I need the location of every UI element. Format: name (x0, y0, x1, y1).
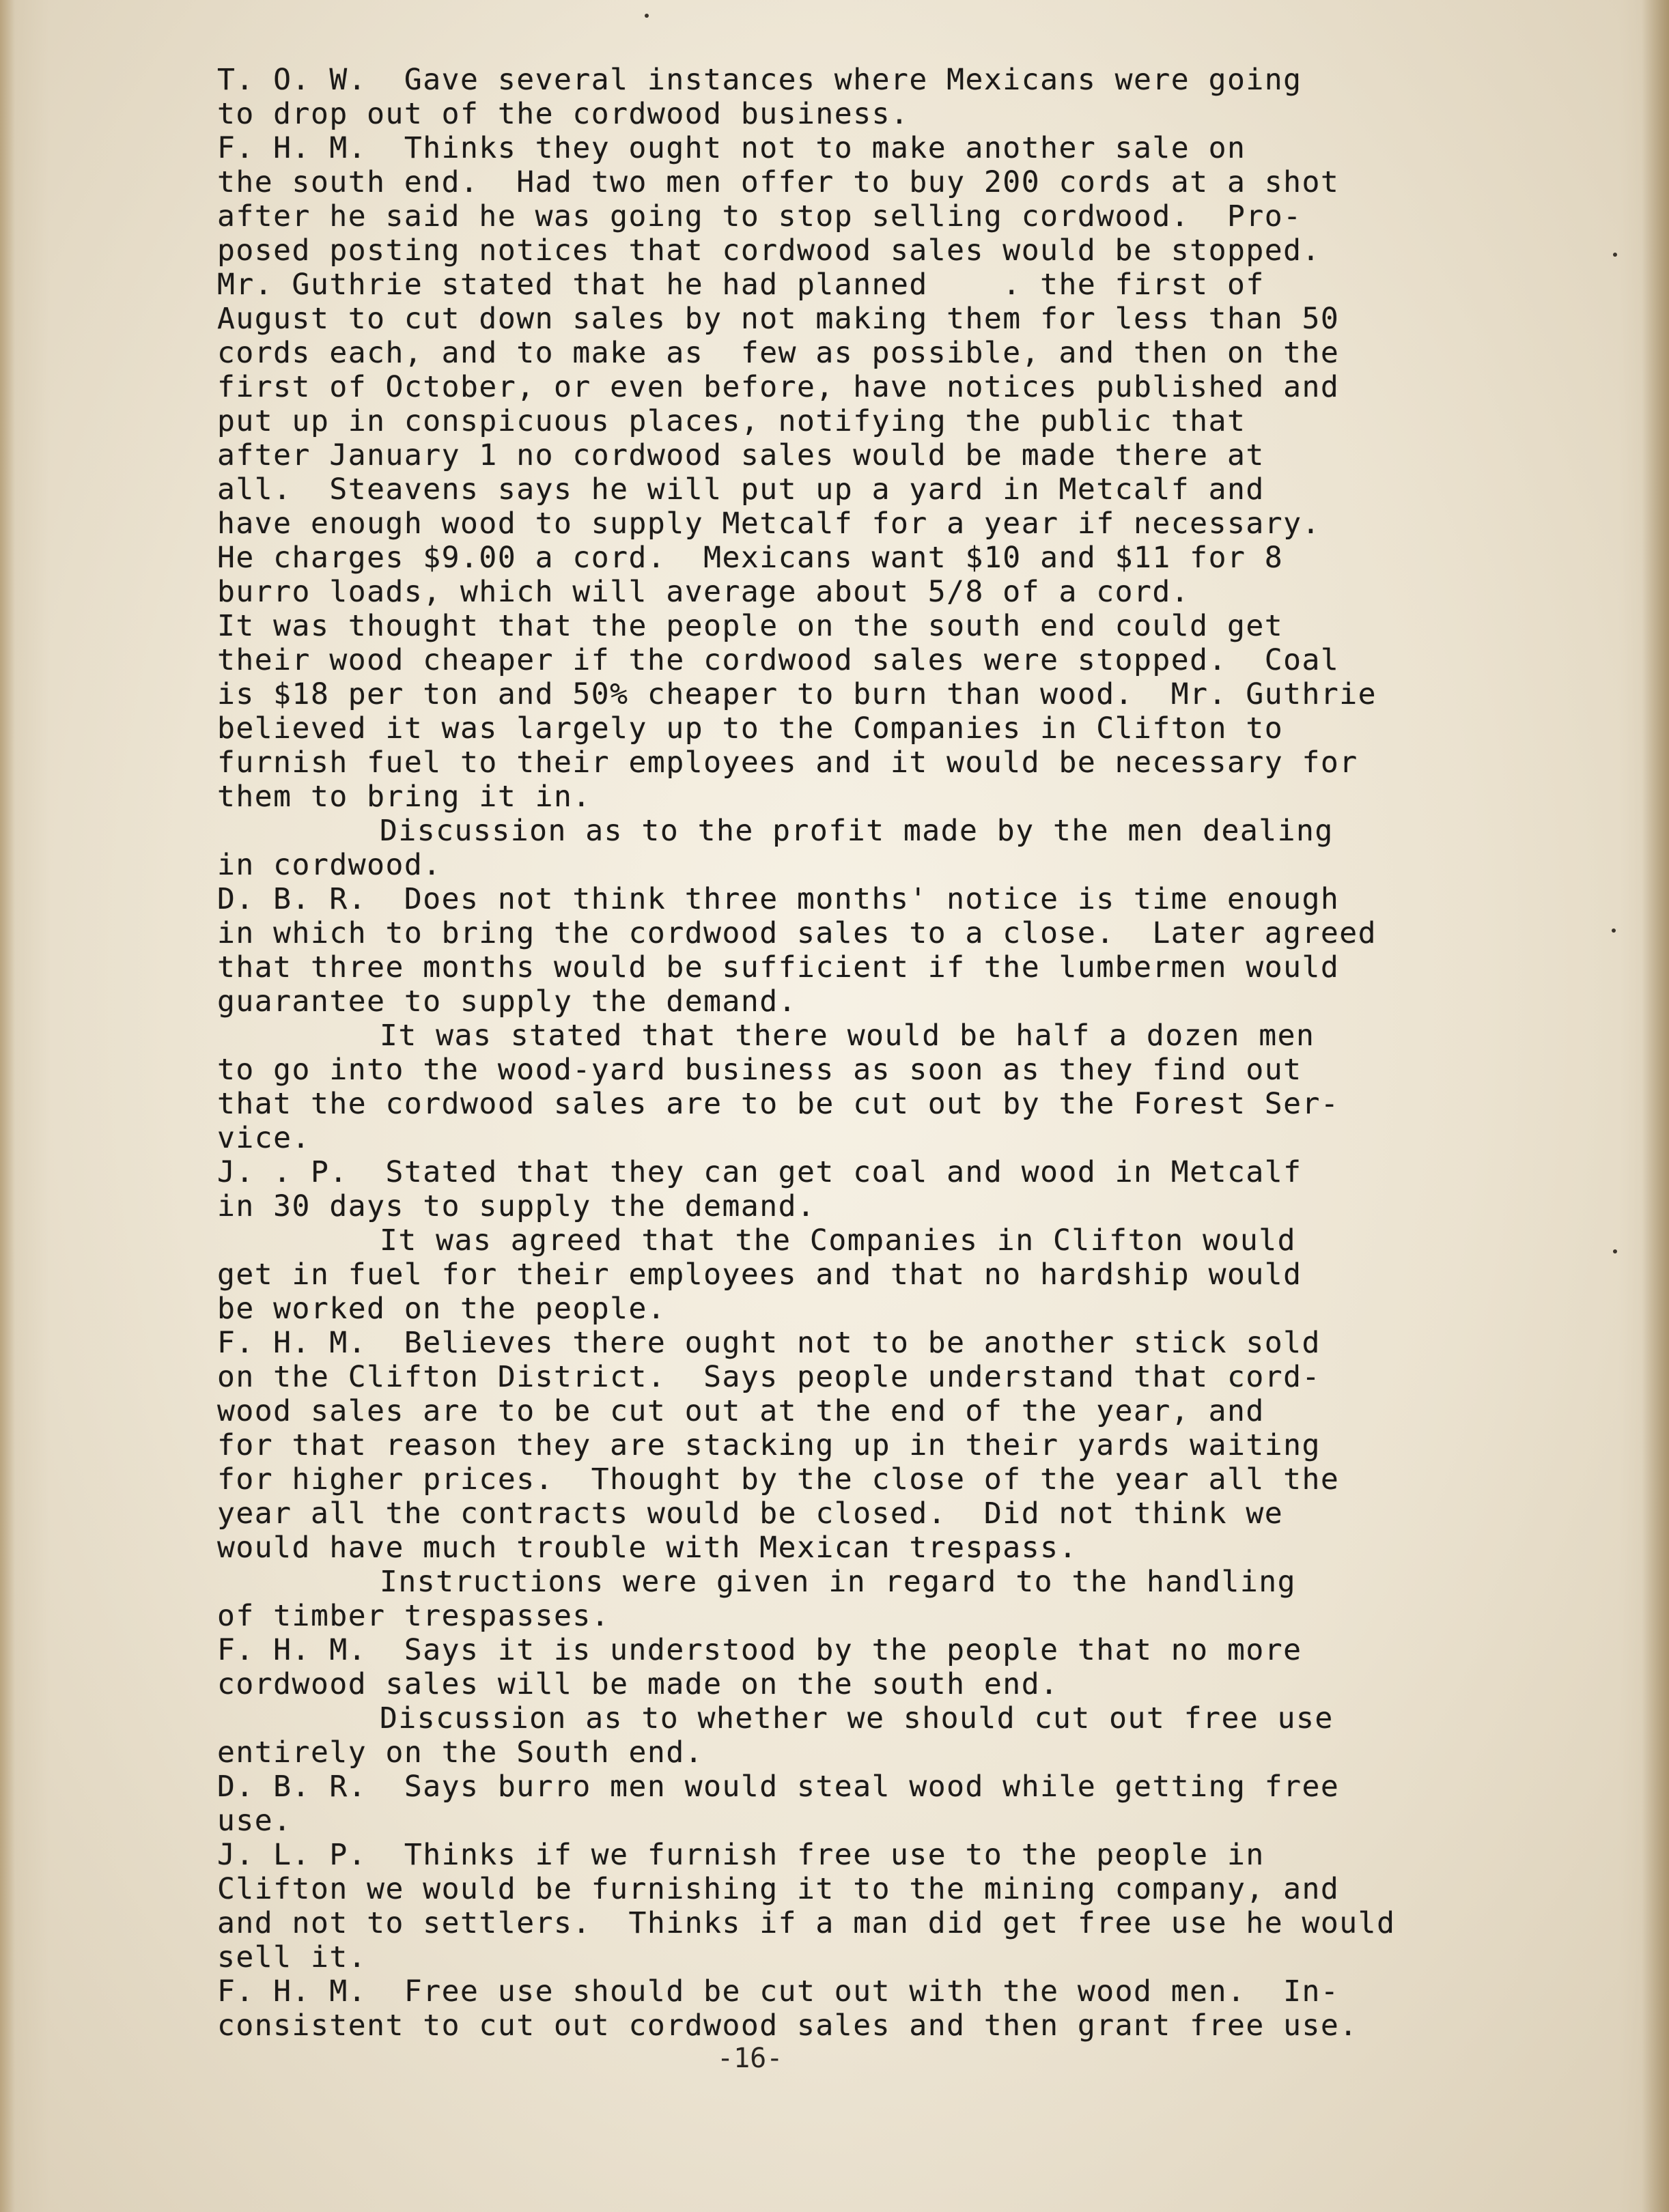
text-line: use. (217, 1804, 292, 1838)
text-line: on the Clifton District. Says people understand that cord- (217, 1360, 1321, 1394)
text-line: all. Steavens says he will put up a yard in Metcalf and (217, 472, 1265, 507)
text-line: furnish fuel to their employees and it would be necessary for (217, 746, 1358, 780)
text-line: be worked on the people. (217, 1292, 667, 1326)
text-line: burro loads, which will average about 5/8 of a cord. (217, 575, 1190, 609)
text-line: them to bring it in. (217, 780, 591, 814)
text-line: of timber trespasses. (217, 1599, 611, 1633)
text-line: and not to settlers. Thinks if a man did get free use he would (217, 1906, 1396, 1940)
text-line: He charges $9.00 a cord. Mexicans want $10 and $11 for 8 (217, 541, 1284, 575)
text-line: first of October, or even before, have notices published and (217, 370, 1340, 404)
text-line: that three months would be sufficient if the lumbermen would (217, 950, 1340, 984)
text-line: entirely on the South end. (217, 1735, 704, 1770)
text-line: August to cut down sales by not making them for less than 50 (217, 302, 1340, 336)
text-line: for higher prices. Thought by the close of the year all the (217, 1462, 1340, 1497)
text-line: Instructions were given in regard to the handling (380, 1565, 1297, 1599)
text-line: Discussion as to the profit made by the men dealing (380, 814, 1334, 848)
text-line: Clifton we would be furnishing it to the mining company, and (217, 1872, 1340, 1906)
paragraph (217, 814, 1501, 882)
text-line: in cordwood. (217, 848, 442, 882)
text-line: to go into the wood-yard business as soon as they find out (217, 1053, 1302, 1087)
paragraph (217, 1565, 1501, 1633)
text-line: in 30 days to supply the demand. (217, 1189, 816, 1223)
text-line: after January 1 no cordwood sales would be made there at (217, 438, 1265, 472)
page-right-edge-shading (1642, 0, 1669, 2212)
text-line: that the cordwood sales are to be cut out by the Forest Ser- (217, 1087, 1340, 1121)
text-line: T. O. W. Gave several instances where Mexicans were going (217, 63, 1302, 97)
paragraph (217, 131, 1501, 814)
text-line: It was stated that there would be half a dozen men (380, 1019, 1315, 1053)
text-line: is $18 per ton and 50% cheaper to burn than wood. Mr. Guthrie (217, 677, 1377, 711)
text-line: F. H. M. Believes there ought not to be another stick sold (217, 1326, 1321, 1360)
text-line: cords each, and to make as few as possible, and then on the (217, 336, 1340, 370)
text-line: get in fuel for their employees and that no hardship would (217, 1258, 1302, 1292)
paragraph (217, 1223, 1501, 1326)
text-line: Discussion as to whether we should cut out free use (380, 1701, 1334, 1735)
page-number: -16- (717, 2043, 783, 2074)
text-line: cordwood sales will be made on the south end. (217, 1667, 1059, 1701)
paragraph (217, 1838, 1501, 1974)
text-line: put up in conspicuous places, notifying the public that (217, 404, 1246, 438)
text-line: J. . P. Stated that they can get coal and wood in Metcalf (217, 1155, 1302, 1189)
paragraph (217, 1155, 1501, 1223)
text-line: vice. (217, 1121, 311, 1155)
paper-speck (645, 14, 649, 18)
document-body (217, 63, 1501, 2043)
paragraph (217, 1701, 1501, 1770)
text-line: D. B. R. Does not think three months' notice is time enough (217, 882, 1340, 916)
paragraph (217, 1633, 1501, 1701)
text-line: F. H. M. Free use should be cut out with the wood men. In- (217, 1974, 1340, 2009)
paragraph (217, 63, 1501, 131)
text-line: sell it. (217, 1940, 367, 1974)
text-line: for that reason they are stacking up in their yards waiting (217, 1428, 1321, 1462)
paper-speck (1613, 1249, 1617, 1253)
paper-speck (1612, 928, 1616, 933)
paragraph (217, 1326, 1501, 1565)
page-left-edge-shading (0, 0, 15, 2212)
paragraph (217, 1770, 1501, 1838)
text-line: after he said he was going to stop selling cordwood. Pro- (217, 199, 1302, 233)
text-line: D. B. R. Says burro men would steal wood while getting free (217, 1770, 1340, 1804)
text-line: It was thought that the people on the south end could get (217, 609, 1284, 643)
text-line: in which to bring the cordwood sales to a close. Later agreed (217, 916, 1377, 950)
text-line: posed posting notices that cordwood sales would be stopped. (217, 233, 1321, 268)
paragraph (217, 1019, 1501, 1155)
text-line: believed it was largely up to the Companies in Clifton to (217, 711, 1284, 746)
text-line: consistent to cut out cordwood sales and then grant free use. (217, 2009, 1358, 2043)
text-line: to drop out of the cordwood business. (217, 97, 910, 131)
paragraph (217, 882, 1501, 1019)
text-line: their wood cheaper if the cordwood sales were stopped. Coal (217, 643, 1340, 677)
text-line: wood sales are to be cut out at the end of the year, and (217, 1394, 1265, 1428)
text-line: guarantee to supply the demand. (217, 984, 798, 1019)
text-line: It was agreed that the Companies in Clifton would (380, 1223, 1297, 1258)
text-line: J. L. P. Thinks if we furnish free use to the people in (217, 1838, 1265, 1872)
text-line: F. H. M. Says it is understood by the people that no more (217, 1633, 1302, 1667)
text-line: year all the contracts would be closed. Did not think we (217, 1497, 1284, 1531)
text-line: would have much trouble with Mexican trespass. (217, 1531, 1078, 1565)
paper-speck (1613, 253, 1617, 257)
text-line: F. H. M. Thinks they ought not to make another sale on (217, 131, 1246, 165)
text-line: Mr. Guthrie stated that he had planned . the first of (217, 268, 1265, 302)
text-line: have enough wood to supply Metcalf for a year if necessary. (217, 507, 1321, 541)
paragraph (217, 1974, 1501, 2043)
text-line: the south end. Had two men offer to buy 200 cords at a shot (217, 165, 1340, 199)
